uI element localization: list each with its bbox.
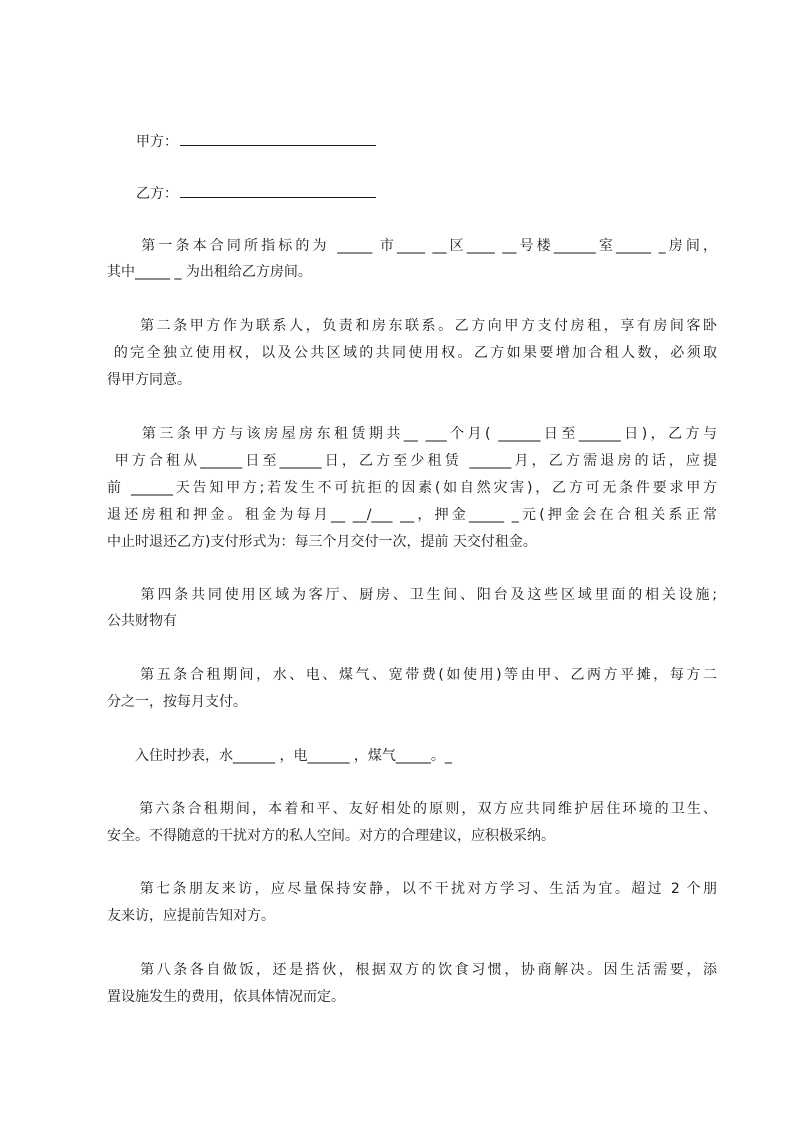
meter-reading-line: 入住时抄表，水______ ，电______ ，煤气_____。_ [107, 748, 452, 764]
clause-3-line-5: 中止时退还乙方)支付形式为：每三个月交付一次，提前 天交付租金。 [107, 534, 537, 550]
clause-5-line-2: 分之一，按每月支付。 [107, 694, 247, 710]
clause-8-line-2: 置设施发生的费用，依具体情况而定。 [107, 989, 345, 1005]
clause-8-line-1: 第八条各自做饭，还是搭伙，根据双方的饮食习惯，协商解决。因生活需要，添 [107, 962, 717, 978]
clause-6-line-2: 安全。不得随意的干扰对方的私人空间。对方的合理建议，应积极采纳。 [107, 828, 555, 844]
clause-4-line-2: 公共财物有 [107, 613, 177, 629]
clause-2-line-1: 第二条甲方作为联系人，负责和房东联系。乙方向甲方支付房租，享有房间客卧 [107, 318, 717, 334]
clause-3-line-4: 退还房租和押金。租金为每月__ __/___ __，押金_____ _元(押金会在合租关系正常 [107, 507, 717, 523]
clause-6-line-1: 第六条合租期间，本着和平、友好相处的原则，双方应共同维护居住环境的卫生、 [107, 801, 717, 817]
clause-1-line-1: 第一条本合同所指标的为 _____ 市____ __区____ __号楼______室_____ _房间， [107, 238, 717, 254]
clause-3-line-3: 前 ______天告知甲方;若发生不可抗拒的因素(如自然灾害)，乙方可无条件要求甲方 [107, 480, 717, 496]
party-b-blank [180, 183, 376, 198]
clause-5-line-1: 第五条合租期间，水、电、煤气、宽带费(如使用)等由甲、乙两方平摊，每方二 [107, 667, 717, 683]
clause-7-line-1: 第七条朋友来访，应尽量保持安静，以不干扰对方学习、生活为宜。超过 2 个朋 [107, 881, 717, 897]
clause-1-line-2: 其中_____ _ 为出租给乙方房间。 [107, 264, 312, 280]
clause-4-line-1: 第四条共同使用区域为客厅、厨房、卫生间、阳台及这些区域里面的相关设施; [107, 587, 717, 603]
clause-3-line-1: 第三条甲方与该房屋房东租赁期共__ ___个月( ______日至______日)，乙方与 [107, 426, 717, 442]
party-a-label: 甲方： [136, 134, 178, 150]
party-a-blank [180, 131, 376, 146]
party-a-row [136, 129, 376, 155]
clause-7-line-2: 友来访，应提前告知对方。 [107, 908, 275, 924]
party-b-label: 乙方： [136, 186, 178, 202]
party-b-row [136, 181, 376, 207]
clause-2-line-2: 的完全独立使用权，以及公共区域的共同使用权。乙方如果要增加合租人数，必须取 [107, 345, 717, 361]
clause-2-line-3: 得甲方同意。 [107, 372, 191, 388]
clause-3-line-2: 甲方合租从______日至______日，乙方至少租赁 ______月，乙方需退房的话，应提 [107, 453, 717, 469]
